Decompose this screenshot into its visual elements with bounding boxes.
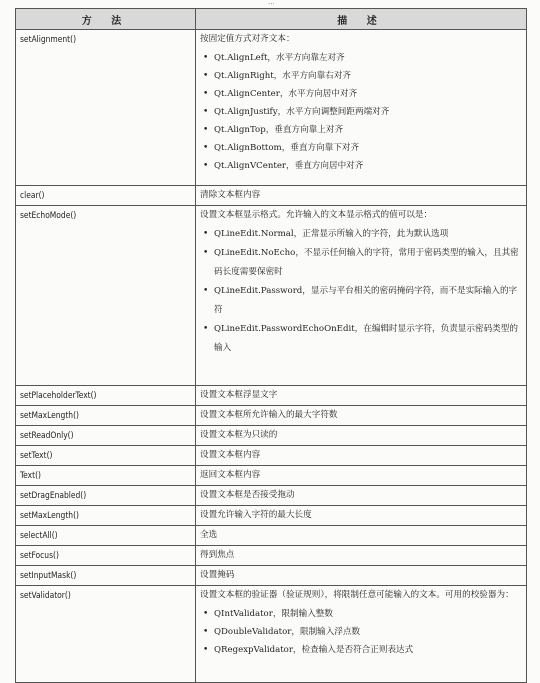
list-item: • QLineEdit.NoEcho，不显示任何输入的字符，常用于密码类型的输入，且其密码长度需要保密时: [200, 244, 522, 282]
table-row: [16, 586, 527, 683]
list-item: • QLineEdit.Normal，正常显示所输入的字符，此为默认选项: [200, 225, 522, 244]
method-cell: setMaxLength(): [16, 506, 196, 526]
list-item: • Qt.AlignLeft，水平方向靠左对齐: [200, 49, 522, 67]
list-item: • QDoubleValidator，限制输入浮点数: [200, 623, 522, 641]
method-cell: clear(): [16, 186, 196, 206]
method-cell: setDragEnabled(): [16, 486, 196, 506]
method-cell: setReadOnly(): [16, 426, 196, 446]
method-cell: setEchoMode(): [16, 206, 196, 386]
table-row: [16, 546, 527, 566]
list-item: • Qt.AlignTop，垂直方向靠上对齐: [200, 121, 522, 139]
method-cell: setAlignment(): [16, 30, 196, 186]
description-cell: [196, 30, 527, 186]
option-list: [200, 225, 522, 358]
list-item: • QRegexpValidator，检查输入是否符合正则表达式: [200, 641, 522, 659]
option-list: [200, 605, 522, 659]
description-cell: 设置掩码: [196, 566, 527, 586]
description-cell: 设置允许输入字符的最大长度: [196, 506, 527, 526]
description-cell: 得到焦点: [196, 546, 527, 566]
description-cell: 返回文本框内容: [196, 466, 527, 486]
description-text: 按固定值方式对齐文本：: [200, 34, 295, 44]
method-cell: Text(): [16, 466, 196, 486]
method-cell: setValidator(): [16, 586, 196, 683]
method-cell: setPlaceholderText(): [16, 386, 196, 406]
table-row: [16, 466, 527, 486]
list-item: • Qt.AlignRight，水平方向靠右对齐: [200, 67, 522, 85]
description-cell: 清除文本框内容: [196, 186, 527, 206]
table-row: [16, 486, 527, 506]
list-item: • QIntValidator，限制输入整数: [200, 605, 522, 623]
description-cell: 设置文本框为只读的: [196, 426, 527, 446]
table-row: [16, 526, 527, 546]
table-row: [16, 206, 527, 386]
list-item: • Qt.AlignJustify，水平方向调整间距两端对齐: [200, 103, 522, 121]
header-method: 方 法: [16, 9, 196, 30]
method-cell: setText(): [16, 446, 196, 466]
method-cell: setFocus(): [16, 546, 196, 566]
table-row: [16, 506, 527, 526]
description-text: 设置文本框显示格式。允许输入的文本显示格式的值可以是：: [200, 210, 433, 220]
description-cell: 设置文本框内容: [196, 446, 527, 466]
header-description: 描 述: [196, 9, 527, 30]
description-cell: 设置文本框浮显文字: [196, 386, 527, 406]
method-cell: setInputMask(): [16, 566, 196, 586]
list-item: • QLineEdit.Password，显示与平台相关的密码掩码字符，而不是实际输入的字符: [200, 282, 522, 320]
method-cell: setMaxLength(): [16, 406, 196, 426]
description-text: 设置文本框的验证器（验证规则），将限制任意可能输入的文本。可用的校验器为：: [200, 590, 514, 600]
list-item: • Qt.AlignVCenter，垂直方向居中对齐: [200, 157, 522, 175]
table-row: [16, 386, 527, 406]
list-item: • Qt.AlignCenter，水平方向居中对齐: [200, 85, 522, 103]
table-row: [16, 566, 527, 586]
table-row: [16, 446, 527, 466]
page-mark: ···: [268, 0, 275, 8]
list-item: • Qt.AlignBottom，垂直方向靠下对齐: [200, 139, 522, 157]
method-table: [15, 8, 527, 683]
description-cell: 全选: [196, 526, 527, 546]
table-row: [16, 406, 527, 426]
list-item: • QLineEdit.PasswordEchoOnEdit，在编辑时显示字符，负责显示密码类型的输入: [200, 320, 522, 358]
table-row: [16, 30, 527, 186]
option-list: [200, 49, 522, 175]
table-header-row: [16, 9, 527, 30]
table-row: [16, 186, 527, 206]
table-row: [16, 426, 527, 446]
description-cell: 设置文本框所允许输入的最大字符数: [196, 406, 527, 426]
method-cell: selectAll(): [16, 526, 196, 546]
description-cell: [196, 206, 527, 386]
description-cell: [196, 586, 527, 683]
description-cell: 设置文本框是否接受拖动: [196, 486, 527, 506]
